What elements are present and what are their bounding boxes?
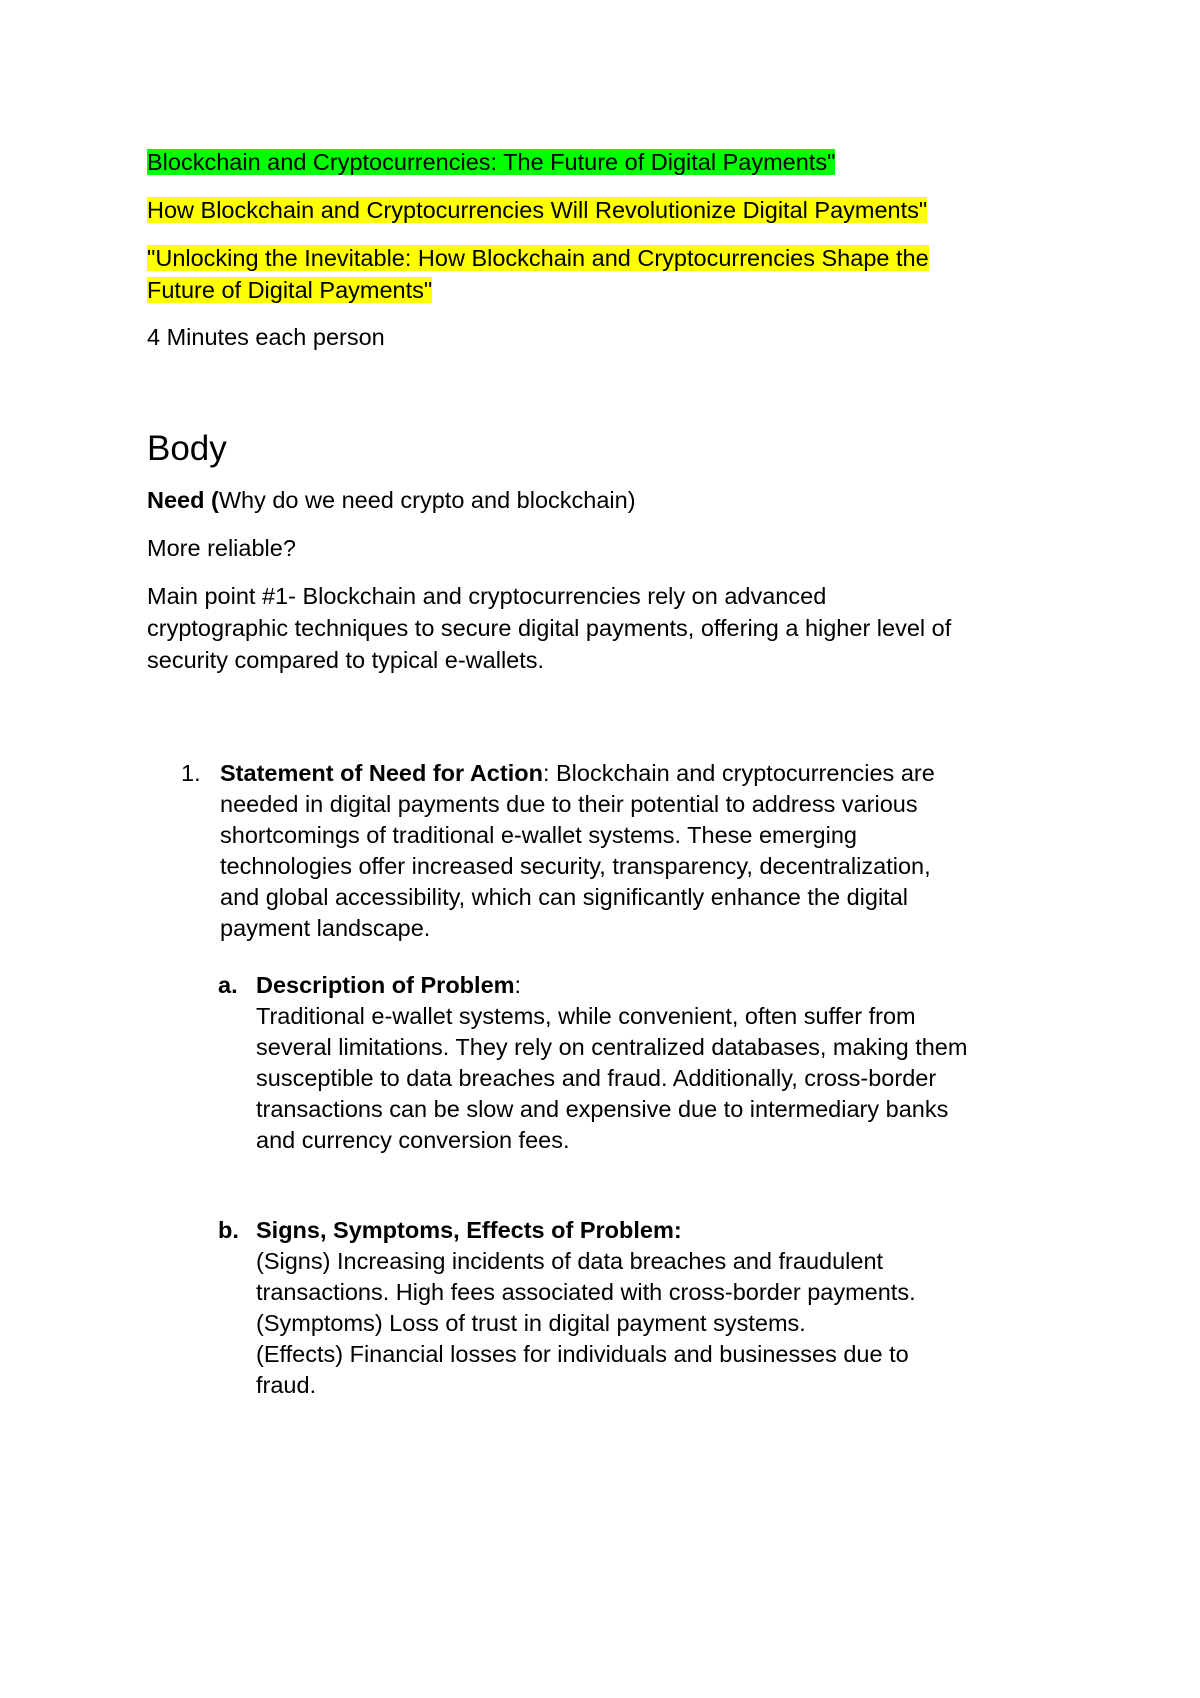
document-content [147,146,1067,1401]
title-option-1: Blockchain and Cryptocurrencies: The Future of Digital Payments" [147,149,836,175]
title-option-3-line2: Future of Digital Payments" [147,277,433,303]
reliable-question: More reliable? [147,535,296,561]
description-label: Description of Problem [256,972,515,998]
main-point-1: Main point #1- Blockchain and cryptocurrencies rely on advanced cryptographic techniques to secure digital payments, offering a higher level of security compared to typical e-wallets. [147,583,952,673]
title-option-3 [147,242,1067,306]
body-heading: Body [147,429,227,468]
sub-item-description-of-problem: a. Description of Problem: Traditional e-wallet systems, while convenient, often suffer from several limitations. They rely on centralized databases, making them susceptible to data breaches and fraud. Additionally, cross-border transactions can be slow and expensive due to intermediary banks and currency conversion fees. [218,972,968,1153]
title-option-2: How Blockchain and Cryptocurrencies Will Revolutionize Digital Payments" [147,197,928,223]
statement-label: Statement of Need for Action [220,760,543,786]
need-text: Why do we need crypto and blockchain) [218,487,636,513]
need-label: Need ( [147,487,219,513]
need-line [147,484,1067,516]
list-item-statement-of-need: 1. Statement of Need for Action: Blockchain and cryptocurrencies are needed in digital payments due to their potential to address various shortcomings of traditional e-wallet systems. These emerging technologies offer increased security, transparency, decentralization, and global accessibility, which can significantly enhance the digital payment landscape. [181,760,935,941]
title-option-3-line1: "Unlocking the Inevitable: How Blockchain and Cryptocurrencies Shape the [147,245,929,271]
list-marker-a: a. [218,972,238,998]
sub-item-signs-symptoms-effects: b. Signs, Symptoms, Effects of Problem: (Signs) Increasing incidents of data breaches and fraudulent transactions. High fees associated with cross-border payments. (Symptoms) Loss of trust in digital payment systems. (Effects) Financial losses for individuals and businesses due to fraud. [218,1217,916,1398]
list-marker-b: b. [218,1217,239,1243]
signs-label: Signs, Symptoms, Effects of Problem: [256,1217,682,1243]
duration-note: 4 Minutes each person [147,324,385,350]
list-marker-1: 1. [181,760,201,786]
